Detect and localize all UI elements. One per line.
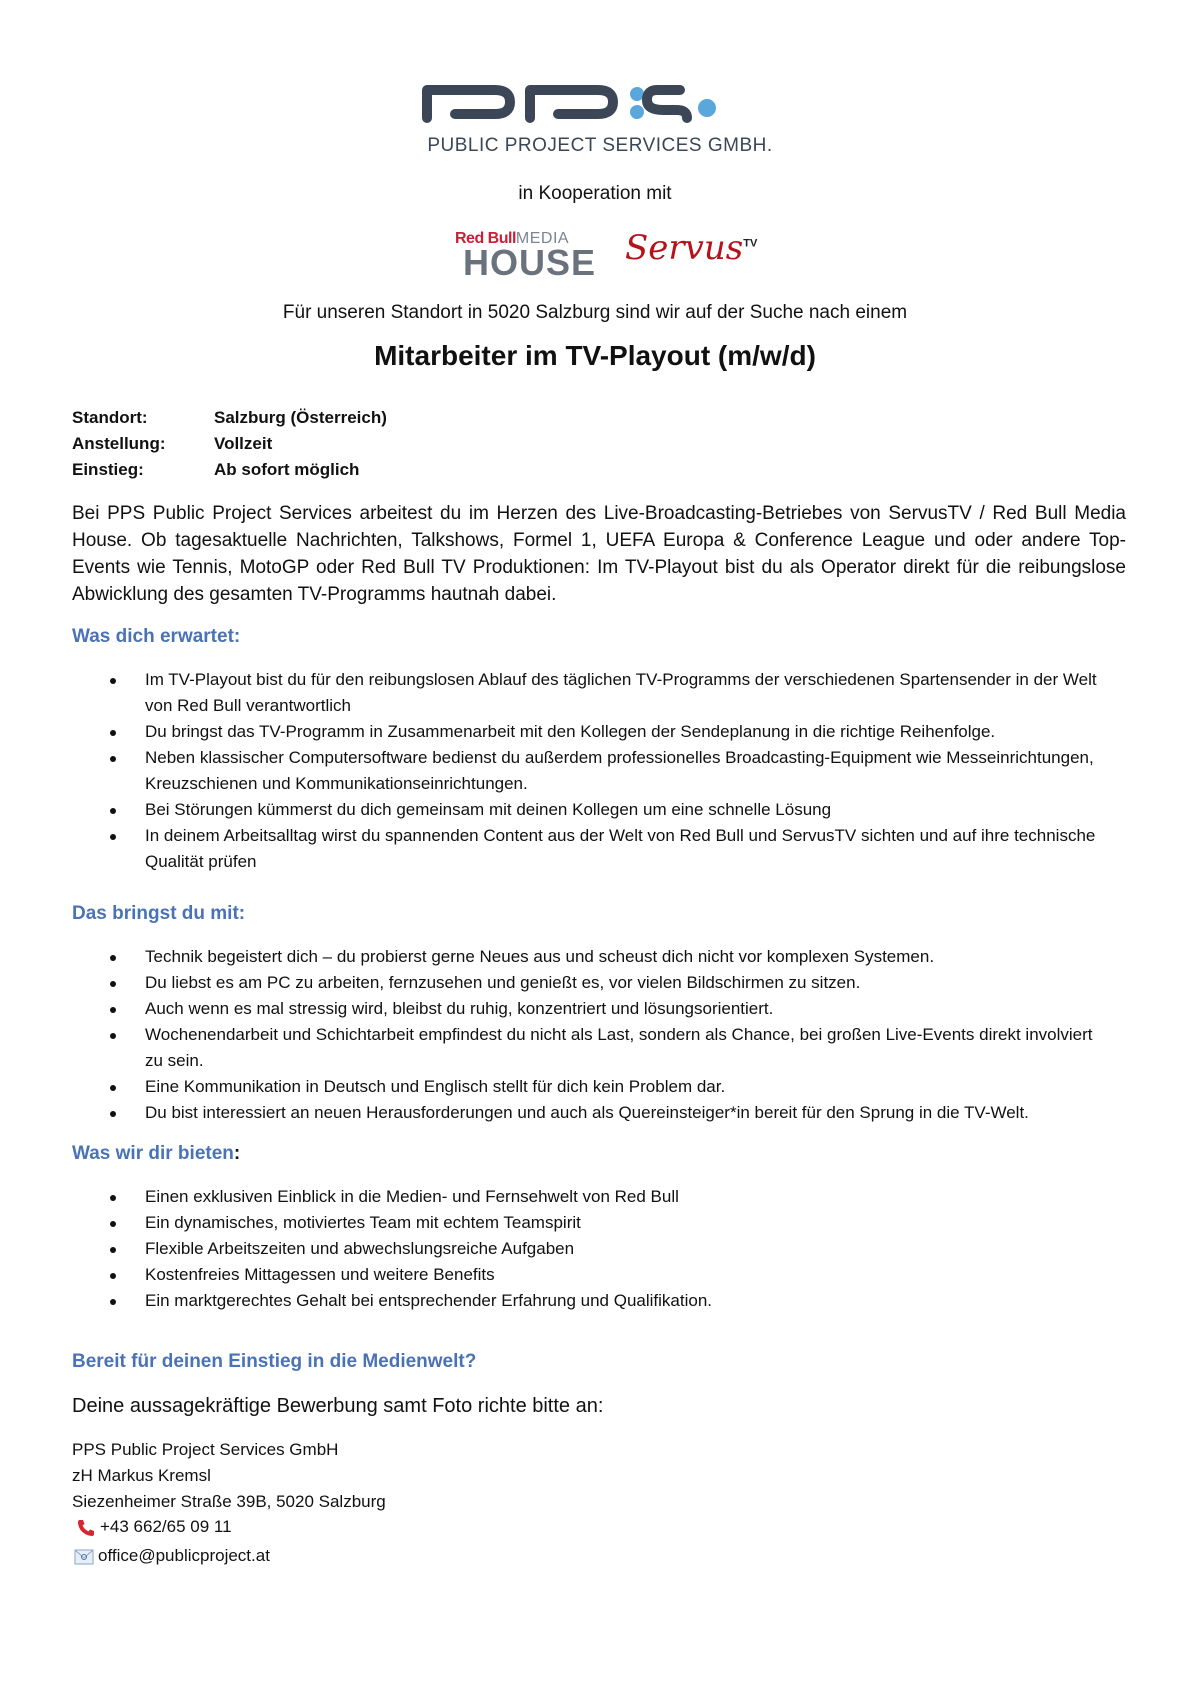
fact-location (72, 405, 387, 431)
list-item: Auch wenn es mal stressig wird, bleibst du ruhig, konzentriert und lösungsorientiert. (110, 996, 1110, 1022)
section-heading-offer (72, 1143, 240, 1165)
servustv-logo (625, 228, 757, 268)
job-facts (72, 405, 387, 483)
list-item: Neben klassischer Computersoftware bedienst du außerdem professionelles Broadcasting-Equipment wie Messeinrichtungen, Kreuzschienen und Kommunikationseinrichtungen. (110, 745, 1110, 797)
offer-heading-colon: : (233, 1143, 241, 1164)
fact-value: Salzburg (Österreich) (214, 408, 387, 427)
list-item: Flexible Arbeitszeiten und abwechslungsreiche Aufgaben (110, 1236, 1110, 1262)
phone-line (76, 1517, 232, 1538)
list-item: Du bist interessiert an neuen Herausforderungen und auch als Quereinsteiger*in bereit für den Sprung in die TV-Welt. (110, 1100, 1110, 1126)
email-line (74, 1546, 270, 1566)
section-heading-expect: Was dich erwartet: (72, 626, 241, 647)
list-item: Ein dynamisches, motiviertes Team mit echtem Teamspirit (110, 1210, 1110, 1236)
address-block (72, 1437, 386, 1515)
list-item: Im TV-Playout bist du für den reibungslosen Ablauf des täglichen TV-Programms der verschiedenen Spartensender in der Welt von Red Bull verantwortlich (110, 667, 1110, 719)
list-item: Wochenendarbeit und Schichtarbeit empfindest du nicht als Last, sondern als Chance, bei großen Live-Events direkt involviert zu sein. (110, 1022, 1110, 1074)
pps-company-subtitle: PUBLIC PROJECT SERVICES GMBH. (427, 135, 773, 156)
search-intro-line: Für unseren Standort in 5020 Salzburg sind wir auf der Suche nach einem (282, 302, 908, 323)
fact-start (72, 457, 387, 483)
list-item: Eine Kommunikation in Deutsch und Englisch stellt für dich kein Problem dar. (110, 1074, 1110, 1100)
list-item: Du liebst es am PC zu arbeiten, fernzusehen und genießt es, vor vielen Bildschirmen zu sitzen. (110, 970, 1110, 996)
job-title: Mitarbeiter im TV-Playout (m/w/d) (374, 340, 816, 371)
address-street: Siezenheimer Straße 39B, 5020 Salzburg (72, 1492, 386, 1511)
redbull-house-text: HOUSE (463, 242, 597, 283)
phone-number[interactable]: +43 662/65 09 11 (100, 1517, 232, 1536)
email-address[interactable]: office@publicproject.at (98, 1546, 270, 1565)
list-item: Kostenfreies Mittagessen und weitere Benefits (110, 1262, 1110, 1288)
cooperation-text: in Kooperation mit (518, 183, 672, 204)
fact-value: Ab sofort möglich (214, 460, 360, 479)
offer-heading-text: Was wir dir bieten (72, 1143, 234, 1164)
address-contact: zH Markus Kremsl (72, 1466, 211, 1485)
list-item: Bei Störungen kümmerst du dich gemeinsam mit deinen Kollegen um eine schnelle Lösung (110, 797, 1110, 823)
fact-label: Einstieg: (72, 460, 144, 479)
redbull-media-text: MEDIA (515, 230, 570, 247)
list-item: In deinem Arbeitsalltag wirst du spannenden Content aus der Welt von Red Bull und ServusTV sichten und auf ihre technische Qualität prüfen (110, 823, 1110, 875)
phone-icon (76, 1518, 96, 1538)
fact-employment (72, 431, 387, 457)
bring-list (110, 944, 1110, 1126)
apply-instruction: Deine aussagekräftige Bewerbung samt Foto richte bitte an: (72, 1395, 604, 1417)
list-item: Technik begeistert dich – du probierst gerne Neues aus und scheust dich nicht vor komplexen Systemen. (110, 944, 1110, 970)
section-heading-bring: Das bringst du mit: (72, 903, 246, 924)
servus-tv-suffix: TV (743, 237, 758, 250)
expect-list (110, 667, 1110, 875)
servus-text: Servus (625, 228, 744, 268)
list-item: Ein marktgerechtes Gehalt bei entsprechender Erfahrung und Qualifikation. (110, 1288, 1110, 1314)
list-item: Einen exklusiven Einblick in die Medien- und Fernsehwelt von Red Bull (110, 1184, 1110, 1210)
fact-value: Vollzeit (214, 434, 273, 453)
call-to-action-heading: Bereit für deinen Einstieg in die Medienwelt? (72, 1351, 477, 1372)
offer-list (110, 1184, 1110, 1314)
list-item: Du bringst das TV-Programm in Zusammenarbeit mit den Kollegen der Sendeplanung in die richtige Reihenfolge. (110, 719, 1110, 745)
address-company: PPS Public Project Services GmbH (72, 1440, 339, 1459)
fact-label: Standort: (72, 408, 148, 427)
partner-logos (455, 222, 758, 283)
fact-label: Anstellung: (72, 434, 166, 453)
redbull-brand-text: Red Bull (455, 230, 516, 247)
intro-paragraph: Bei PPS Public Project Services arbeitest du im Herzen des Live-Broadcasting-Betriebes von ServusTV / Red Bull Media House. Ob tagesaktuelle Nachrichten, Talkshows, Formel 1, UEFA Europa & Conference League und oder andere Top-Events wie Tennis, MotoGP oder Red Bull TV Produktionen: Im TV-Playout bist du als Operator direkt für die reibungslose Abwicklung des gesamten TV-Programms hautnah dabei. (72, 503, 1126, 605)
email-icon (74, 1549, 94, 1565)
